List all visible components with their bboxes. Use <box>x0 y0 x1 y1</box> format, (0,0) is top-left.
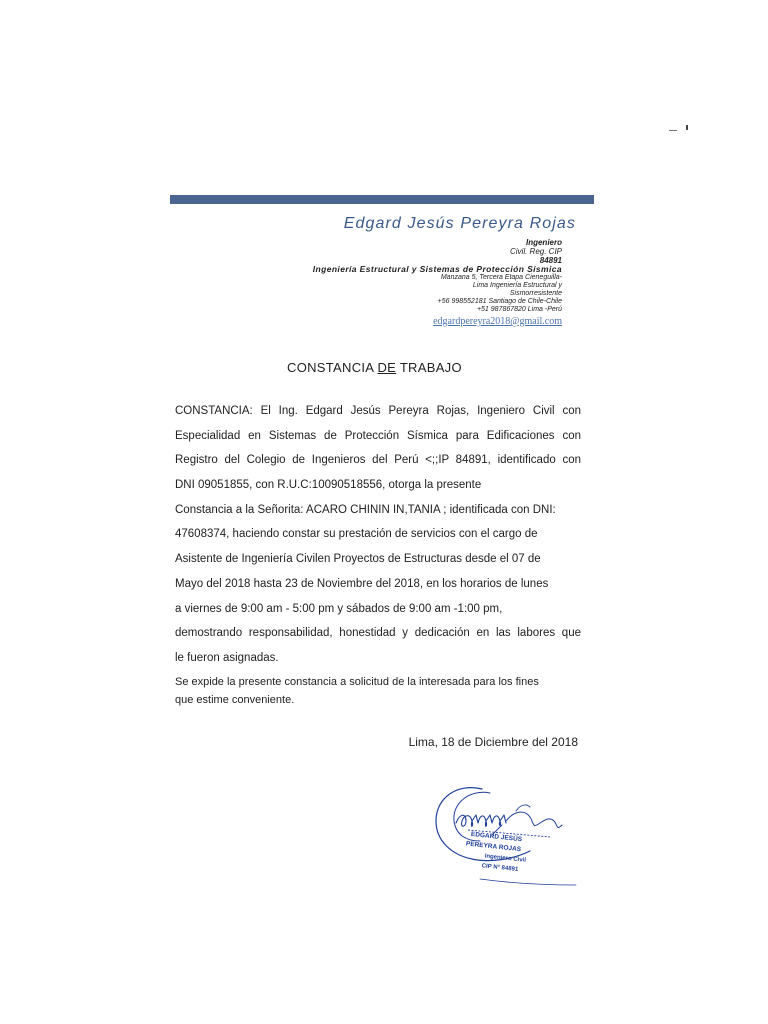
stamp-line-4: CIP N° 84891 <box>481 863 519 874</box>
body-line: demostrando responsabilidad, honestidad y dedicación en las labores que <box>175 627 581 640</box>
letterhead-role: Ingeniero <box>525 238 562 247</box>
body-line: 47608374, haciendo constar su prestación de servicios con el cargo de <box>175 528 538 541</box>
title-part-2: TRABAJO <box>396 360 462 375</box>
signature-stamp <box>430 775 580 890</box>
signature-scribble <box>456 815 506 826</box>
body-line: Mayo del 2018 hasta 23 de Noviembre del 2018, en los horarios de lunes <box>175 577 549 590</box>
letterhead-phone-peru: +51 987867820 Lima -Perú <box>476 306 562 313</box>
certificate-body <box>175 399 581 671</box>
body-line: DNI 09051855, con R.U.C:10090518556, otorga la presente <box>175 479 482 492</box>
letterhead-email-link[interactable]: edgardpereyra2018@gmail.com <box>433 316 562 327</box>
letterhead-name: Edgard Jesús Pereyra Rojas <box>343 215 576 232</box>
scan-mark <box>669 124 693 134</box>
title-part-underlined: DE <box>377 360 397 375</box>
body-line: Asistente de Ingeniería Civilen Proyectos de Estructuras desde el 07 de <box>175 553 541 566</box>
letterhead-rule <box>170 195 594 204</box>
body-line: Constancia a la Señorita: ACARO CHININ IN,TANIA ; identificada con DNI: <box>175 503 556 516</box>
letterhead-registry-number: 84891 <box>539 256 562 265</box>
stamp-line-2: PEREYRA ROJAS <box>465 840 522 854</box>
closing-line: que estime conveniente. <box>175 694 295 706</box>
body-line: Registro del Colegio de Ingenieros del Perú <;;IP 84891, identificado con <box>175 454 581 467</box>
letterhead-specialty: Ingeniería Estructural y Sistemas de Protección Sísmica <box>312 264 562 274</box>
body-line: a viernes de 9:00 am - 5:00 pm y sábados de 9:00 am -1:00 pm, <box>175 602 503 615</box>
closing-line: Se expide la presente constancia a solicitud de la interesada para los fines <box>175 676 539 688</box>
stamp-line-3: Ingeniero Civil <box>484 853 527 864</box>
body-line: Especialidad en Sistemas de Protección Sísmica para Edificaciones con <box>175 429 581 442</box>
body-line: le fueron asignadas. <box>175 651 279 664</box>
closing-note <box>175 673 595 709</box>
body-line: CONSTANCIA: El Ing. Edgard Jesús Pereyra Rojas, Ingeniero Civil con <box>175 405 581 417</box>
signature-underline <box>480 879 576 885</box>
signature-tail <box>506 812 562 827</box>
scan-dash <box>669 130 677 131</box>
letterhead <box>158 215 578 327</box>
title-part-1: CONSTANCIA <box>287 360 378 375</box>
issue-date: Lima, 18 de Diciembre del 2018 <box>408 735 578 749</box>
document-title <box>287 360 462 375</box>
scan-dot <box>686 125 688 130</box>
letterhead-address-2: Lima Ingeniería Estructural y <box>472 282 562 289</box>
letterhead-registry: Civil. Reg. CIP <box>509 247 562 256</box>
letterhead-phone-chile: +56 998552181 Santiago de Chile-Chile <box>437 298 562 305</box>
signature-flourish <box>492 805 530 835</box>
letterhead-address-3: Sismorresistente <box>509 290 562 297</box>
letterhead-address-1: Manzana 5, Tercera Etapa Cieneguilla- <box>440 274 562 281</box>
stamp-line-1: EDGARD JESÚS <box>470 830 523 844</box>
